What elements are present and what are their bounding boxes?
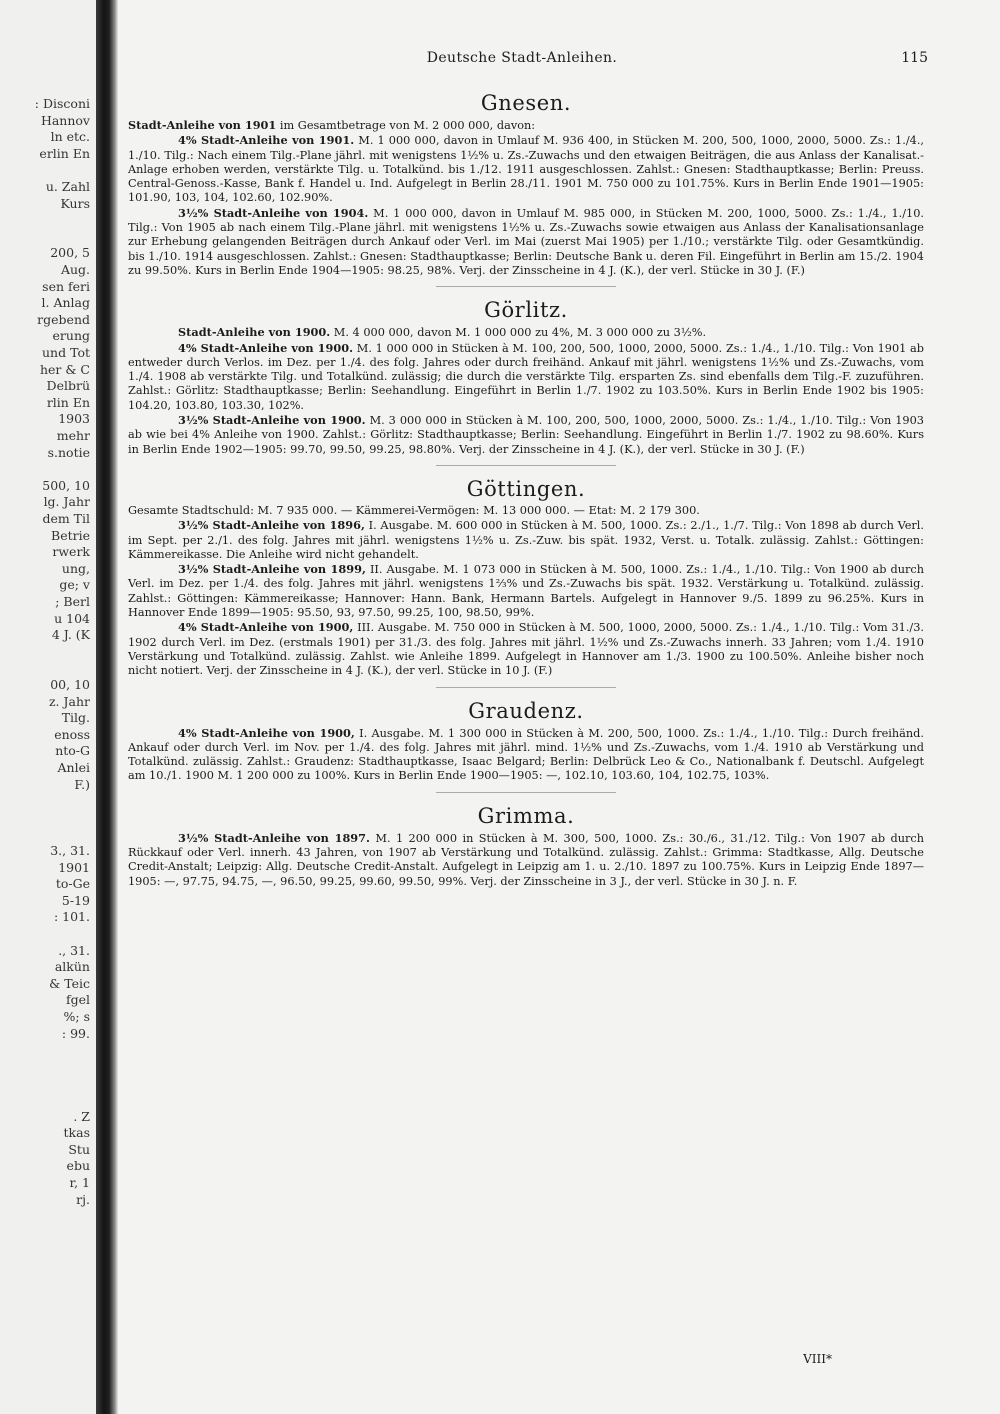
loan-text: M. 1 000 000 in Stücken à M. 100, 200, 500, 1000, 2000, 5000. Zs.: 1./4., 1./10. Tilg.: Von 1901 ab entweder durch Verlos. im Dez. per 1./4. des folg. Jahres oder durch freihänd. Ankauf mit jährl. wenigstens 1½% und Zs.-Zuwachs, vom 1./4. 1908 ab verstärkte Tilg. und Totalkünd. zulässig; die durch die verstärkte Tilg. ersparten Zs. sind ebenfalls dem Tilg.-F. zuzuführen. Zahlst.: Görlitz: Stadthauptkasse; Berlin: Seehandlung. Eingeführt in Berlin 1./7. 1902 zu 103.50%. Kurs in Berlin Ende 1902 bis 1905: 104.20, 103.80, 103.30, 102%.: [128, 341, 925, 412]
margin-fragment: : 99.: [61, 1025, 90, 1041]
loan-heading: 4% Stadt-Anleihe von 1900,: [178, 620, 354, 635]
city-section: [128, 476, 924, 679]
loan-text: M. 1 000 000, davon in Umlauf M. 985 000, in Stücken M. 200, 1000, 5000. Zs.: 1./4., 1./10. Tilg.: Von 1905 ab nach einem Tilg.-Plane jährl. mit wenigstens 1½% u. Zs.-Zuwachs sowie etwaigen aus Anlass der Kanalisationsanlage zur Erhebung gelangenden Beiträgen durch Ankauf oder Verl. im Mai (zuerst Mai 1905) per 1./10.; verstärkte Tilg. oder Gesamtkündig. bis 1./10. 1914 ausgeschlossen. Zahlst.: Gnesen: Stadthauptkasse; Berlin: Deutsche Bank u. deren Fil. Eingeführt in Berlin am 15./2. 1904 zu 99.50%. Kurs in Berlin Ende 1904—1905: 98.25, 98%. Verj. der Zinsscheine in 4 J. (K.), der verl. Stücke in 30 J. (F.): [128, 206, 924, 277]
margin-fragment: ; Berl: [55, 594, 90, 609]
margin-fragment: 500, 10: [42, 477, 90, 493]
margin-fragment: lg. Jahr: [43, 494, 90, 510]
margin-fragment: Delbrü: [46, 378, 90, 394]
margin-fragment: Hannov: [40, 112, 90, 128]
margin-fragment: ung,: [61, 560, 90, 576]
loan-paragraph: [128, 831, 924, 889]
document-page: [122, 0, 982, 1414]
margin-fragment: rwerk: [52, 544, 90, 560]
section-divider: [436, 687, 616, 688]
loan-text: II. Ausgabe. M. 1 073 000 in Stücken à M. 500, 1000. Zs.: 1./4., 1./10. Tilg.: Von 1900 ab durch Verl. im Dez. per 1./4. des folg. Jahres mit jährl. wenigstens 1⅔% und Zs.-Zuwachs bis spät. 1932. Verstärkung u. Totalkünd. zulässig. Zahlst.: Göttingen: Kämmereikasse; Hannover: Hann. Bank, Hermann Bartels. Aufgelegt in Hannover 9./5. 1899 zu 96.25%. Kurs in Hannover Ende 1899—1905: 95.50, 93, 97.50, 99.25, 100, 98.50, 99%.: [128, 563, 924, 620]
loan-heading: 4% Stadt-Anleihe von 1901.: [178, 133, 355, 148]
city-section: [128, 803, 924, 889]
loan-paragraph: [128, 341, 924, 413]
sheet-signature: VIII*: [803, 1352, 832, 1366]
running-head-title: Deutsche Stadt-Anleihen.: [426, 50, 618, 66]
loan-heading: 4% Stadt-Anleihe von 1900.: [178, 340, 354, 355]
page-content: [128, 84, 924, 889]
margin-fragment: s.notie: [47, 444, 90, 460]
margin-fragment: 00, 10: [50, 677, 90, 692]
loan-paragraph: [128, 504, 924, 518]
margin-fragment: dem Til: [42, 511, 90, 526]
margin-fragment: 3., 31.: [50, 843, 90, 858]
margin-fragment: %; s: [63, 1009, 90, 1024]
margin-fragment: erung: [52, 328, 90, 344]
margin-fragment: ge; v: [59, 577, 90, 593]
margin-fragment: F.): [74, 776, 90, 792]
loan-heading: 3½% Stadt-Anleihe von 1900.: [178, 413, 366, 428]
loan-text: I. Ausgabe. M. 600 000 in Stücken à M. 500, 1000. Zs.: 2./1., 1./7. Tilg.: Von 1898 ab durch Verl. im Sept. per 2./1. des folg. Jahres mit jährl. wenigstens 1½% u. Zs.-Zuw. bis spät. 1932, Verst. u. Totalk. zulässig. Zahlst.: Göttingen: Kämmereikasse. Die Anleihe wird nicht gehandelt.: [128, 519, 924, 561]
margin-fragment: z. Jahr: [48, 693, 90, 709]
city-title: Grimma.: [477, 803, 575, 828]
margin-fragment: mehr: [56, 428, 90, 443]
margin-fragment: 5-19: [61, 892, 90, 908]
margin-fragment: Aug.: [60, 262, 90, 277]
margin-fragment: Tilg.: [61, 710, 90, 726]
city-title: Gnesen.: [480, 91, 572, 115]
loan-paragraph: [128, 726, 924, 784]
margin-fragment: Anlei: [57, 760, 90, 775]
loan-paragraph: [128, 413, 924, 457]
loan-text: Gesamte Stadtschuld: M. 7 935 000. — Kämmerei-Vermögen: M. 13 000 000. — Etat: M. 2 179 300.: [128, 503, 700, 517]
margin-fragment: her & C: [39, 361, 90, 377]
loan-heading: 4% Stadt-Anleihe von 1900,: [178, 725, 355, 740]
loan-paragraph: [128, 118, 924, 133]
loan-paragraph: [128, 620, 924, 678]
loan-text: III. Ausgabe. M. 750 000 in Stücken à M. 500, 1000, 2000, 5000. Zs.: 1./4., 1./10. Tilg.: Vom 31./3. 1902 durch Verl. im Dez. (erstmals 1901) per 31./3. des folg. Jahres mit jährl. 1½% und Zs.-Zuwachs innerh. 33 Jahren; vom 1./4. 1910 Verstärkung und Totalkünd. zulässig. Zahlst. wie Anleihe 1899. Aufgelegt in Hannover am 1./3. 1900 zu 100.50%. Anleihe bisher noch nicht notiert. Verj. der Zinsscheine in 4 J. (K.), der verl. Stücke in 10 J. (F.): [128, 621, 925, 678]
loan-heading: 3½% Stadt-Anleihe von 1896,: [178, 518, 365, 533]
city-title: Graudenz.: [468, 698, 584, 723]
loan-heading: 3½% Stadt-Anleihe von 1897.: [178, 830, 370, 845]
loan-paragraph: [128, 518, 924, 562]
margin-fragment: ebu: [66, 1158, 90, 1174]
loan-text: M. 4 000 000, davon M. 1 000 000 zu 4%, M. 3 000 000 zu 3½%.: [330, 326, 707, 340]
margin-fragment: to-Ge: [55, 876, 90, 892]
margin-fragment: Betrie: [51, 527, 90, 543]
page-gutter: [96, 0, 118, 1414]
loan-paragraph: [128, 206, 924, 278]
loan-paragraph: [128, 133, 924, 205]
loan-paragraph: [128, 325, 924, 340]
section-divider: [436, 286, 616, 287]
margin-fragment: rj.: [76, 1191, 90, 1207]
loan-text: I. Ausgabe. M. 1 300 000 in Stücken à M. 200, 500, 1000. Zs.: 1./4., 1./10. Tilg.: Durch freihänd. Ankauf oder durch Verl. im Nov. per 1./4. des folg. Jahres mit jährl. mind. 1½% und Zs.-Zuwachs, vom 1./4. 1910 ab Verstärkung und Totalkünd. zulässig. Zahlst.: Graudenz: Stadthauptkasse, Isaac Belgard; Berlin: Delbrück Leo & Co., Nationalbank f. Deutschl. Aufgelegt am 10./1. 1900 M. 1 200 000 zu 100%. Kurs in Berlin Ende 1900—1905: —, 102.10, 103.60, 104, 102.75, 103%.: [128, 726, 924, 783]
loan-text: M. 3 000 000 in Stücken à M. 100, 200, 500, 1000, 2000, 5000. Zs.: 1./4., 1./10. Tilg.: Von 1903 ab wie bei 4% Anleihe von 1900. Zahlst.: Görlitz: Stadthauptkasse; Berlin: Seehandlung. Eingeführt in Berlin 1./7. 1902 zu 98.60%. Kurs in Berlin Ende 1902—1905: 99.70, 99.50, 99.25, 98.80%. Verj. der Zinsscheine in 4 J. (K.), der verl. Stücke in 30 J. (F.): [128, 414, 924, 456]
margin-fragment: 200, 5: [50, 245, 90, 261]
loan-heading: Stadt-Anleihe von 1900.: [178, 325, 331, 340]
city-title: Göttingen.: [466, 476, 586, 501]
margin-fragment: rgebend: [37, 311, 90, 327]
margin-fragment: u 104: [54, 610, 90, 626]
loan-paragraph: [128, 562, 924, 620]
city-section: [128, 90, 924, 278]
margin-fragment: : 101.: [53, 909, 90, 925]
loan-heading: 3½% Stadt-Anleihe von 1899,: [178, 562, 366, 577]
margin-fragment: l. Anlag: [41, 295, 90, 311]
loan-heading: 3½% Stadt-Anleihe von 1904.: [178, 205, 369, 220]
margin-fragment: und Tot: [42, 345, 90, 360]
margin-fragment: sen feri: [42, 278, 90, 294]
margin-fragment: erlin En: [39, 145, 90, 161]
section-divider: [436, 792, 616, 793]
margin-fragment: & Teic: [49, 975, 90, 991]
margin-fragment: tkas: [63, 1125, 90, 1141]
margin-fragment: Kurs: [60, 195, 90, 211]
margin-fragment: rlin En: [46, 394, 90, 410]
margin-fragment: 1901: [58, 859, 90, 875]
margin-fragment: Stu: [68, 1141, 90, 1157]
margin-fragment: : Disconi: [34, 96, 90, 111]
margin-fragment: . Z: [73, 1108, 90, 1124]
loan-text: im Gesamtbetrage von M. 2 000 000, davon:: [276, 119, 536, 132]
city-title: Görlitz.: [484, 298, 568, 323]
loan-text: M. 1 200 000 in Stücken à M. 300, 500, 1000. Zs.: 30./6., 31./12. Tilg.: Von 1907 ab durch Rückkauf oder Verl. innerh. 43 Jahren, von 1907 ab Verstärkung und Totalkünd. zulässig. Zahlst.: Grimma: Stadtkasse, Allg. Deutsche Credit-Anstalt; Leipzig: Allg. Deutsche Credit-Anstalt. Aufgelegt in Leipzig am 1. u. 2./10. 1897 zu 100.75%. Kurs in Leipzig Ende 1897—1905: —, 97.75, 94.75, —, 96.50, 99.25, 99.60, 99.50, 99%. Verj. der Zinsscheine in 3 J., der verl. Stücke in 30 J. n. F.: [128, 831, 924, 888]
margin-fragment: ln etc.: [50, 129, 90, 145]
loan-text: M. 1 000 000, davon in Umlauf M. 936 400, in Stücken M. 200, 500, 1000, 2000, 5000. Zs.: 1./4., 1./10. Tilg.: Nach einem Tilg.-Plane jährl. mit wenigstens 1½% u. Zs.-Zuwachs und den etwaigen Beiträgen, die aus Anlass der Kanalisat.-Anlage erhoben werden, verstärkte Tilg. u. Totalkünd. bis 1./12. 1911 ausgeschlossen. Zahlst.: Gnesen: Stadthauptkasse; Berlin: Preuss. Central-Genoss.-Kasse, Bank f. Handel u. Ind. Aufgelegt in Berlin 28./11. 1901 M. 750 000 zu 101.75%. Kurs in Berlin Ende 1901—1905: 101.90, 103, 104, 102.60, 102.90%.: [128, 134, 925, 205]
margin-fragment: 1903: [58, 411, 90, 427]
loan-heading: Stadt-Anleihe von 1901: [128, 118, 277, 132]
margin-fragment: nto-G: [55, 743, 90, 759]
margin-fragment: fgel: [65, 992, 90, 1008]
section-divider: [436, 465, 616, 466]
margin-fragment: alkün: [54, 959, 90, 975]
city-section: [128, 698, 924, 784]
city-section: [128, 297, 924, 457]
margin-fragment: enoss: [54, 726, 90, 742]
margin-fragment: u. Zahl: [45, 179, 90, 194]
page-number: 115: [901, 50, 928, 66]
margin-fragment: ., 31.: [58, 942, 90, 958]
margin-fragment: 4 J. (K: [51, 627, 90, 643]
running-head: [122, 50, 928, 70]
margin-fragment: r, 1: [69, 1175, 90, 1190]
previous-page-fragment: [0, 0, 96, 1414]
